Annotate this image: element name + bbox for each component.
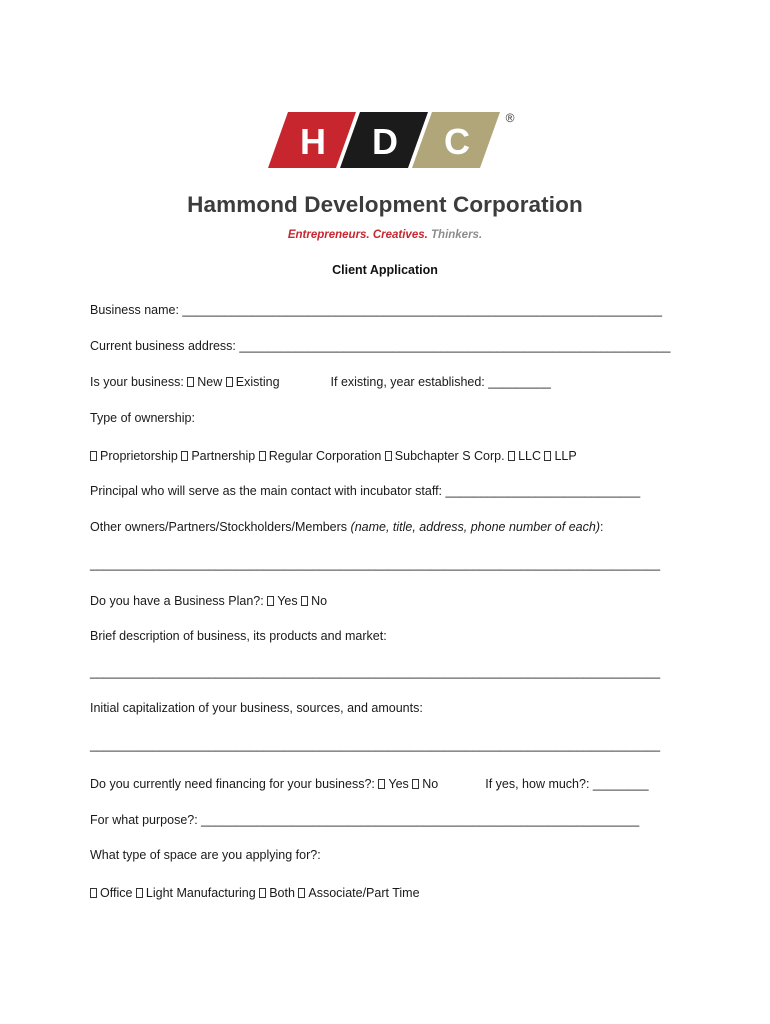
logo-letter-d: D (372, 121, 398, 162)
plan-no-label: No (311, 594, 328, 608)
business-plan-label: Do you have a Business Plan?: (90, 594, 264, 608)
financing-no-checkbox[interactable] (412, 779, 419, 789)
proprietorship-label: Proprietorship (100, 449, 178, 463)
regular-corporation-label: Regular Corporation (268, 449, 382, 463)
financing-label: Do you currently need financing for your business?: (90, 777, 375, 791)
tagline (0, 229, 770, 241)
llc-checkbox[interactable] (508, 451, 515, 461)
llc-label: LLC (518, 449, 541, 463)
financing-no-label: No (422, 777, 439, 791)
financing-row (90, 777, 649, 791)
capitalization-label: Initial capitalization of your business, sources, and amounts: (90, 701, 423, 715)
other-owners-row (90, 520, 603, 534)
company-name: Hammond Development Corporation (187, 192, 583, 217)
business-plan-row (90, 594, 327, 608)
existing-label: Existing (235, 375, 280, 389)
new-label: New (197, 375, 223, 389)
space-options (90, 886, 420, 900)
light-manufacturing-label: Light Manufacturing (145, 886, 256, 900)
financing-yes-label: Yes (388, 777, 409, 791)
llp-label: LLP (554, 449, 577, 463)
registered-mark: ® (505, 111, 515, 125)
associate-label: Associate/Part Time (308, 886, 420, 900)
subchapter-s-checkbox[interactable] (385, 451, 392, 461)
current-address-field[interactable]: Current business address: ______________________________________________________________ (90, 339, 671, 353)
logo-letter-c: C (444, 121, 470, 162)
other-owners-blank[interactable]: __________________________________________________________________________________ (90, 557, 661, 571)
space-label: What type of space are you applying for?: (90, 848, 321, 862)
business-status-row (90, 375, 551, 389)
office-checkbox[interactable] (90, 888, 97, 898)
financing-yes-checkbox[interactable] (378, 779, 385, 789)
plan-yes-checkbox[interactable] (267, 596, 274, 606)
plan-yes-label: Yes (277, 594, 298, 608)
tagline-red: Entrepreneurs. Creatives. (287, 229, 428, 241)
subchapter-s-label: Subchapter S Corp. (394, 449, 505, 463)
tagline-gray: Thinkers. (431, 229, 483, 241)
other-owners-hint: (name, title, address, phone number of each) (350, 520, 600, 534)
office-label: Office (100, 886, 133, 900)
new-checkbox[interactable] (187, 377, 194, 387)
partnership-checkbox[interactable] (181, 451, 188, 461)
year-established-field[interactable]: If existing, year established: _________ (330, 375, 551, 389)
ownership-options (90, 449, 577, 463)
other-owners-colon: : (599, 520, 604, 534)
logo-letter-h: H (300, 121, 326, 162)
both-checkbox[interactable] (259, 888, 266, 898)
purpose-field[interactable]: For what purpose?: _______________________________________________________________ (90, 813, 640, 827)
partnership-label: Partnership (191, 449, 256, 463)
description-blank[interactable]: __________________________________________________________________________________ (90, 665, 661, 679)
description-label: Brief description of business, its products and market: (90, 629, 387, 643)
hdc-logo (262, 108, 522, 174)
existing-checkbox[interactable] (226, 377, 233, 387)
both-label: Both (269, 886, 295, 900)
financing-amount-field[interactable]: If yes, how much?: ________ (485, 777, 649, 791)
ownership-label: Type of ownership: (90, 411, 195, 425)
form-title: Client Application (332, 263, 438, 277)
other-owners-label: Other owners/Partners/Stockholders/Members (90, 520, 348, 534)
business-status-label: Is your business: (90, 375, 184, 389)
associate-checkbox[interactable] (298, 888, 305, 898)
business-name-field[interactable]: Business name: _____________________________________________________________________ (90, 303, 663, 317)
capitalization-blank[interactable]: __________________________________________________________________________________ (90, 738, 661, 752)
plan-no-checkbox[interactable] (301, 596, 308, 606)
principal-contact-field[interactable]: Principal who will serve as the main contact with incubator staff: ____________________________ (90, 484, 641, 498)
light-manufacturing-checkbox[interactable] (136, 888, 143, 898)
proprietorship-checkbox[interactable] (90, 451, 97, 461)
llp-checkbox[interactable] (544, 451, 551, 461)
regular-corporation-checkbox[interactable] (259, 451, 266, 461)
